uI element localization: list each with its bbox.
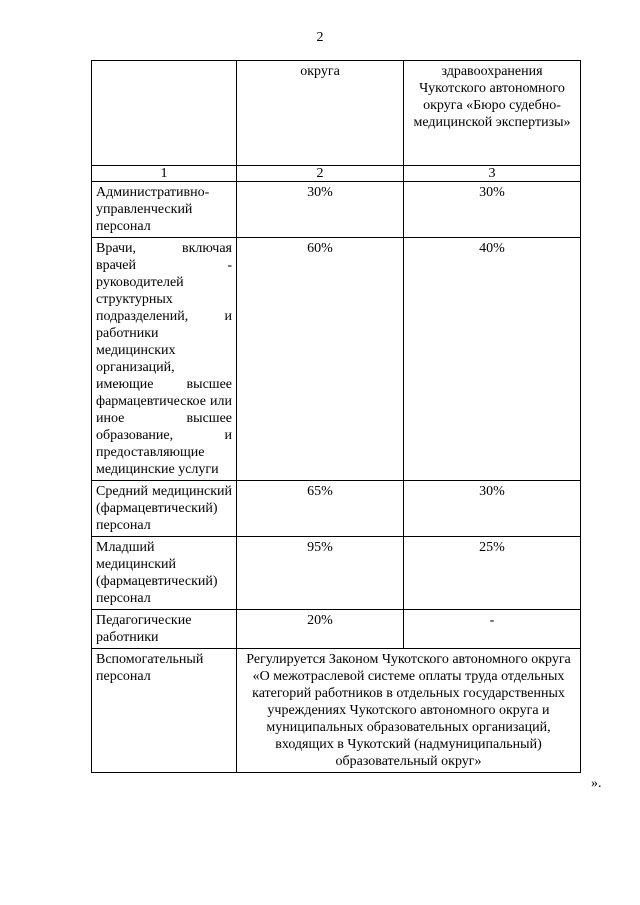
header-cell-2: округа — [237, 61, 404, 166]
column-number-2: 2 — [237, 166, 404, 182]
category-cell: Младший медицинский (фармацевтический) персонал — [92, 537, 237, 610]
category-cell: Педагогические работники — [92, 610, 237, 649]
table-row — [92, 238, 581, 481]
merged-regulation-cell: Регулируется Законом Чукотского автономного округа «О межотраслевой системе оплаты труда отдельных категорий работников в отдельных государственных учреждениях Чукотского автономного округа и муниципальных образовательных организаций, входящих в Чукотский (надмуниципальный) образовательный округ» — [237, 649, 581, 773]
value-cell-col3: - — [404, 610, 581, 649]
header-cell-1 — [92, 61, 237, 166]
category-cell: Административно-управленческий персонал — [92, 182, 237, 238]
header-cell-3: здравоохранения Чукотского автономного округа «Бюро судебно-медицинской экспертизы» — [404, 61, 581, 166]
column-number-1: 1 — [92, 166, 237, 182]
column-numbers-row — [92, 166, 581, 182]
category-cell: Средний медицинский (фармацевтический) персонал — [92, 481, 237, 537]
value-cell-col2: 95% — [237, 537, 404, 610]
pay-ratio-table — [91, 60, 581, 773]
page-number: 2 — [316, 30, 324, 45]
table-row — [92, 610, 581, 649]
value-cell-col2: 60% — [237, 238, 404, 481]
value-cell-col3: 40% — [404, 238, 581, 481]
table-row — [92, 481, 581, 537]
value-cell-col2: 65% — [237, 481, 404, 537]
table-row-auxiliary — [92, 649, 581, 773]
value-cell-col3: 30% — [404, 182, 581, 238]
column-number-3: 3 — [404, 166, 581, 182]
value-cell-col2: 30% — [237, 182, 404, 238]
value-cell-col3: 30% — [404, 481, 581, 537]
closing-quote-mark: ». — [591, 776, 602, 791]
table-row — [92, 182, 581, 238]
table-header-row — [92, 61, 581, 166]
table-row — [92, 537, 581, 610]
value-cell-col3: 25% — [404, 537, 581, 610]
value-cell-col2: 20% — [237, 610, 404, 649]
category-cell: Врачи, включая врачей - руководителей структурных подразделений, и работники медицинских организаций, имеющие высшее фармацевтическое или иное высшее образование, и предоставляющие медицинские услуги — [92, 238, 237, 481]
category-cell: Вспомогательный персонал — [92, 649, 237, 773]
